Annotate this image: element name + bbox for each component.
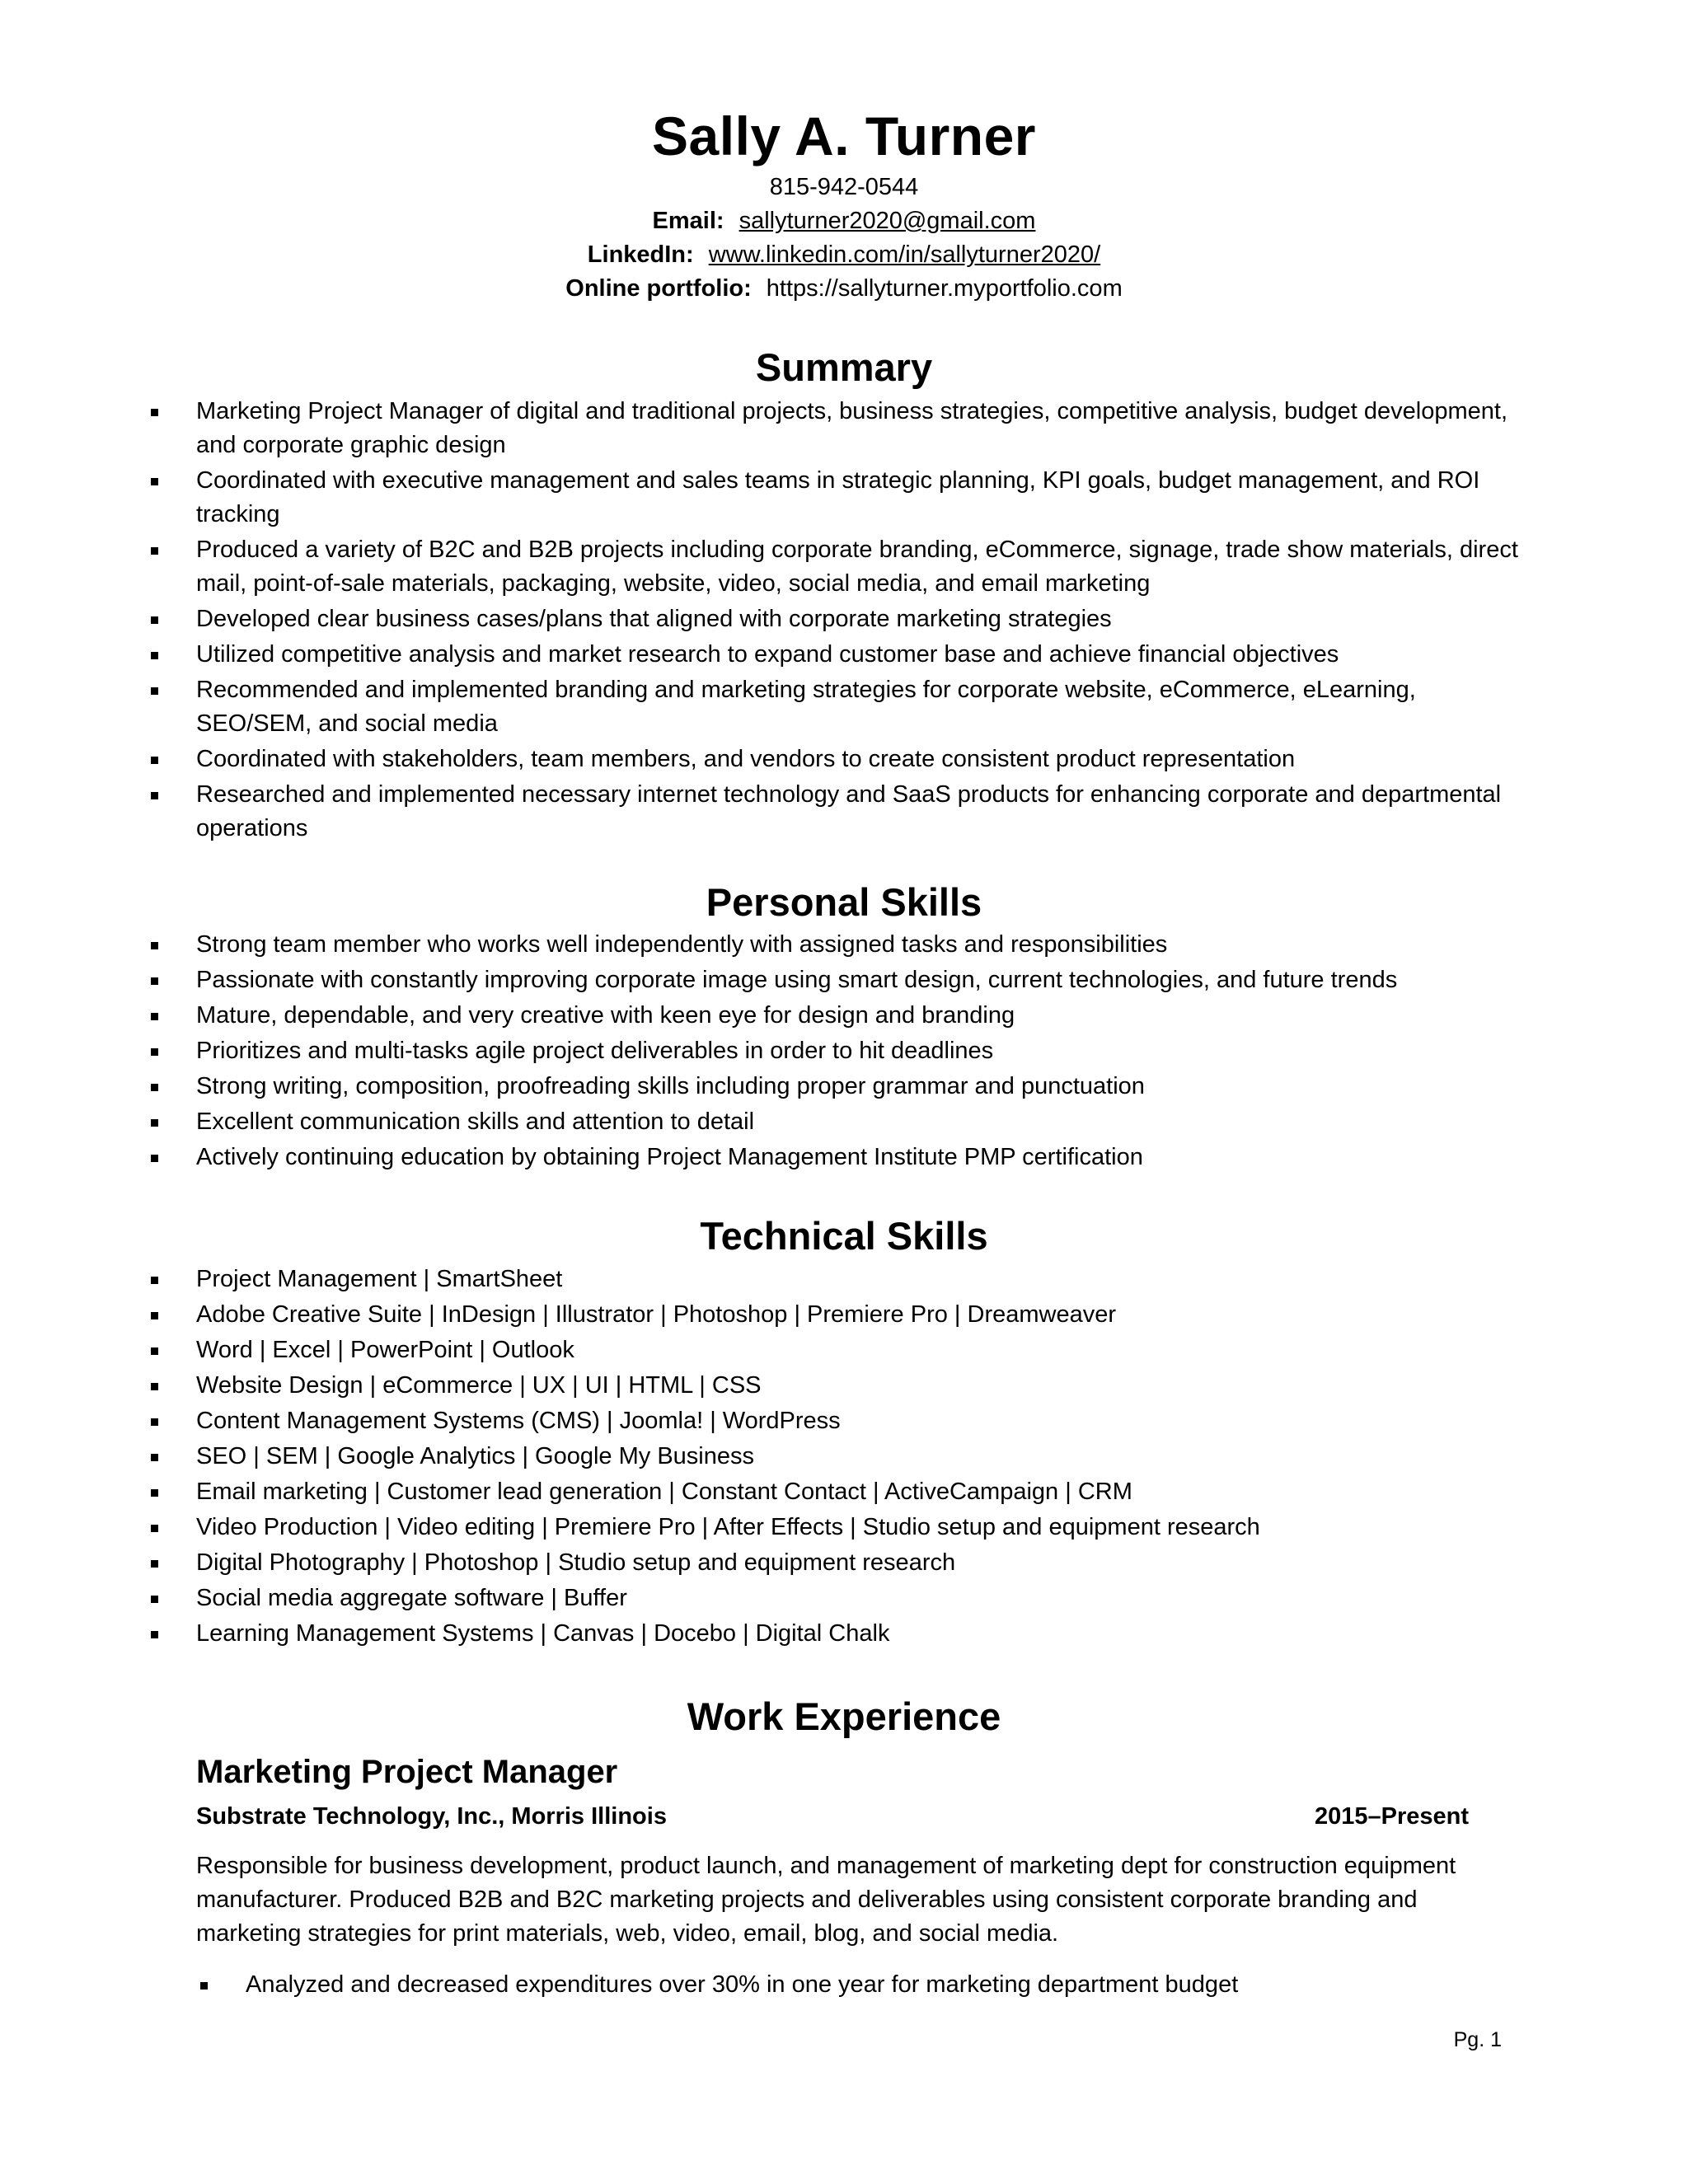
list-item-text: Developed clear business cases/plans that aligned with corporate marketing strategies xyxy=(196,606,1112,632)
page-number: Pg. 1 xyxy=(1453,2028,1502,2051)
phone-number: 815-942-0544 xyxy=(769,174,919,200)
bullet-icon xyxy=(151,547,158,555)
list-item xyxy=(0,602,1531,636)
list-item-text: Video Production | Video editing | Premiere Pro | After Effects | Studio setup and equipment research xyxy=(196,1514,1260,1540)
bullet-icon xyxy=(151,1084,158,1091)
bullet-icon xyxy=(151,1525,158,1532)
email-line xyxy=(0,204,1688,237)
list-item-text: Email marketing | Customer lead generation | Constant Contact | ActiveCampaign | CRM xyxy=(196,1479,1132,1505)
list-item-text: Actively continuing education by obtaining Project Management Institute PMP certification xyxy=(196,1144,1143,1170)
list-item-text: Passionate with constantly improving corporate image using smart design, current technologies, and future trends xyxy=(196,967,1398,993)
list-item xyxy=(0,1070,1397,1105)
list-item-text: Strong writing, composition, proofreading skills including proper grammar and punctuation xyxy=(196,1073,1145,1099)
list-item xyxy=(0,1369,1260,1404)
bullet-icon xyxy=(151,1418,158,1426)
bullet-icon xyxy=(151,1383,158,1390)
list-item-text: Researched and implemented necessary internet technology and SaaS products for enhancing corporate and departmental operations xyxy=(196,781,1502,841)
bullet-icon xyxy=(151,478,158,485)
list-item xyxy=(0,1968,1238,2002)
bullet-icon xyxy=(151,977,158,985)
technical-skills-list xyxy=(0,1263,1260,1652)
list-item xyxy=(0,778,1531,846)
job-dates: 2015–Present xyxy=(1314,1803,1469,1830)
bullet-icon xyxy=(151,942,158,949)
phone-line xyxy=(0,171,1688,204)
list-item xyxy=(0,743,1531,776)
list-item-text: Adobe Creative Suite | InDesign | Illustrator | Photoshop | Premiere Pro | Dreamweaver xyxy=(196,1301,1117,1328)
bullet-icon xyxy=(151,792,158,799)
bullet-icon xyxy=(151,1596,158,1603)
list-item xyxy=(0,999,1397,1034)
bullet-icon xyxy=(151,1277,158,1284)
bullet-icon xyxy=(151,652,158,659)
list-item xyxy=(0,1582,1260,1617)
list-item xyxy=(0,1475,1260,1511)
linkedin-link[interactable]: www.linkedin.com/in/sallyturner2020/ xyxy=(708,241,1101,268)
bullet-icon xyxy=(151,1631,158,1638)
portfolio-url: https://sallyturner.myportfolio.com xyxy=(766,275,1123,302)
list-item xyxy=(0,963,1397,999)
list-item-text: Word | Excel | PowerPoint | Outlook xyxy=(196,1337,574,1363)
list-item xyxy=(0,1263,1260,1298)
list-item-text: Social media aggregate software | Buffer xyxy=(196,1585,627,1611)
bullet-icon xyxy=(151,409,158,416)
bullet-icon xyxy=(151,687,158,695)
personal-skills-list xyxy=(0,928,1397,1176)
list-item xyxy=(0,1034,1397,1070)
list-item xyxy=(0,673,1531,741)
list-item xyxy=(0,1404,1260,1440)
bullet-icon xyxy=(200,1982,208,1990)
list-item xyxy=(0,1298,1260,1333)
list-item xyxy=(0,1440,1260,1475)
bullet-icon xyxy=(151,1489,158,1497)
bullet-icon xyxy=(151,1312,158,1319)
list-item xyxy=(0,1546,1260,1582)
bullet-icon xyxy=(151,1347,158,1355)
list-item-text: Digital Photography | Photoshop | Studio setup and equipment research xyxy=(196,1549,956,1576)
list-item-text: Excellent communication skills and attention to detail xyxy=(196,1108,755,1135)
linkedin-label: LinkedIn: xyxy=(587,241,694,268)
list-item xyxy=(0,1511,1260,1546)
list-item-text: Recommended and implemented branding and marketing strategies for corporate website, eCommerce, eLearning, SEO/SEM, and social media xyxy=(196,677,1416,737)
list-item xyxy=(0,638,1531,672)
list-item-text: Prioritizes and multi-tasks agile project deliverables in order to hit deadlines xyxy=(196,1038,994,1064)
list-item xyxy=(0,533,1531,601)
list-item-text: Produced a variety of B2C and B2B projects including corporate branding, eCommerce, signage, trade show materials, direct mail, point-of-sale materials, packaging, website, video, social media, and email marketing xyxy=(196,537,1518,597)
bullet-icon xyxy=(151,616,158,624)
list-item xyxy=(0,1141,1397,1176)
personal-skills-heading: Personal Skills xyxy=(706,880,982,924)
list-item-text: Utilized competitive analysis and market research to expand customer base and achieve financial objectives xyxy=(196,641,1339,668)
list-item-text: Learning Management Systems | Canvas | Docebo | Digital Chalk xyxy=(196,1620,890,1647)
job-title: Marketing Project Manager xyxy=(196,1754,618,1790)
list-item-text: SEO | SEM | Google Analytics | Google My Business xyxy=(196,1443,754,1469)
summary-heading: Summary xyxy=(755,345,933,389)
list-item-text: Mature, dependable, and very creative with keen eye for design and branding xyxy=(196,1002,1015,1029)
linkedin-line xyxy=(0,238,1688,271)
list-item-text: Website Design | eCommerce | UX | UI | HTML | CSS xyxy=(196,1372,762,1399)
bullet-icon xyxy=(151,1560,158,1568)
email-link[interactable]: sallyturner2020@gmail.com xyxy=(738,208,1036,234)
list-item xyxy=(0,1333,1260,1369)
bullet-icon xyxy=(151,1454,158,1461)
list-item-text: Coordinated with stakeholders, team members, and vendors to create consistent product representation xyxy=(196,746,1296,772)
work-experience-heading: Work Experience xyxy=(687,1694,1001,1738)
list-item-text: Analyzed and decreased expenditures over 30% in one year for marketing department budget xyxy=(246,1971,1239,1998)
summary-list xyxy=(0,395,1531,846)
list-item xyxy=(0,1617,1260,1652)
list-item xyxy=(0,928,1397,963)
email-label: Email: xyxy=(652,208,724,234)
list-item-text: Coordinated with executive management and sales teams in strategic planning, KPI goals, budget management, and ROI tracking xyxy=(196,467,1480,527)
job-company: Substrate Technology, Inc., Morris Illinois xyxy=(196,1803,667,1830)
bullet-icon xyxy=(151,1155,158,1162)
list-item-text: Marketing Project Manager of digital and traditional projects, business strategies, competitive analysis, budget development, and corporate graphic design xyxy=(196,398,1508,458)
job-achievements-list xyxy=(0,1968,1238,2002)
list-item xyxy=(0,1105,1397,1141)
bullet-icon xyxy=(151,1119,158,1127)
list-item-text: Project Management | SmartSheet xyxy=(196,1266,563,1292)
list-item xyxy=(0,464,1531,532)
portfolio-label: Online portfolio: xyxy=(565,275,752,302)
technical-skills-heading: Technical Skills xyxy=(700,1214,988,1258)
job-description: Responsible for business development, product launch, and management of marketing dept for construction equipment manufacturer. Produced B2B and B2C marketing projects and deliverables using consistent corporate branding and marketing strategies for print materials, web, video, email, blog, and social media. xyxy=(196,1853,1456,1947)
list-item xyxy=(0,395,1531,462)
resume-name: Sally A. Turner xyxy=(652,105,1036,166)
list-item-text: Strong team member who works well independently with assigned tasks and responsibilities xyxy=(196,931,1168,958)
bullet-icon xyxy=(151,1048,158,1056)
portfolio-line xyxy=(0,272,1688,305)
bullet-icon xyxy=(151,757,158,764)
list-item-text: Content Management Systems (CMS) | Joomla! | WordPress xyxy=(196,1408,841,1434)
bullet-icon xyxy=(151,1013,158,1020)
